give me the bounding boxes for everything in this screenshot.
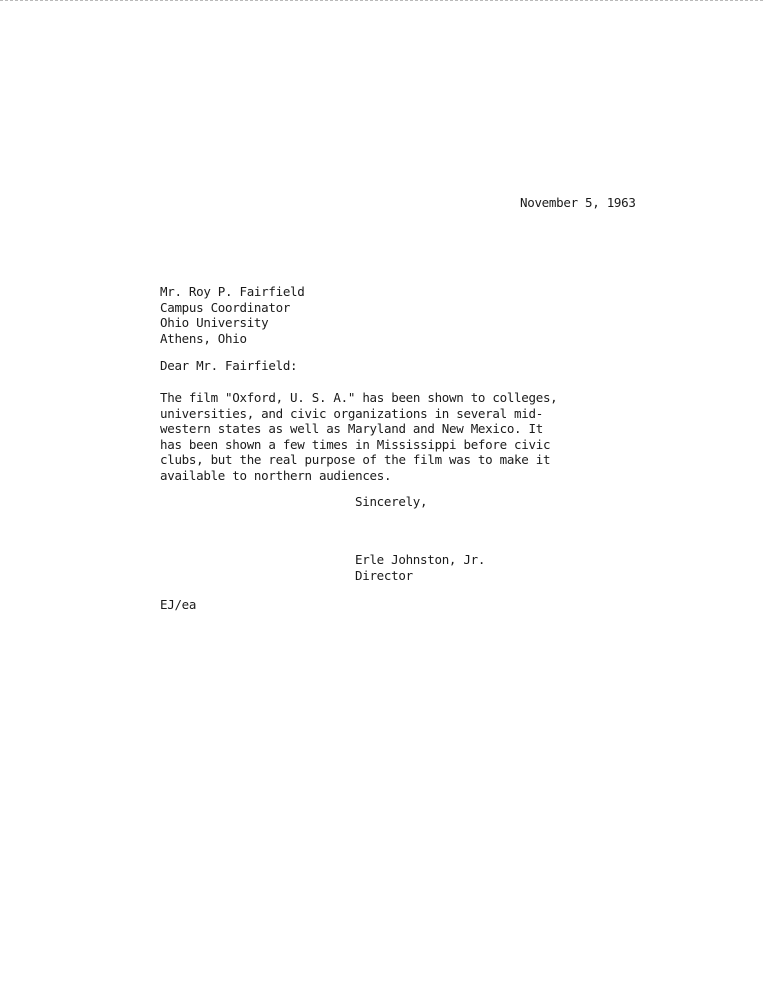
signer-title: Director [355,567,413,583]
recipient-organization: Ohio University [160,315,269,330]
body-line: available to northern audiences. [160,467,392,483]
recipient-title: Campus Coordinator [160,299,291,315]
body-line: western states as well as Maryland and New Mexico. It [160,421,543,436]
salutation: Dear Mr. Fairfield: [160,358,298,373]
recipient-address [160,284,305,346]
body-line: The film "Oxford, U. S. A." has been shown to colleges, [160,390,558,405]
body-line: has been shown a few times in Mississippi before civic [160,436,551,452]
recipient-city: Athens, Ohio [160,330,247,346]
recipient-name: Mr. Roy P. Fairfield [160,284,305,299]
complimentary-close: Sincerely, [355,494,428,509]
signature-block [355,552,485,583]
page-top-border [0,0,763,1]
letter-date: November 5, 1963 [520,195,636,210]
letter-body [160,390,557,483]
reference-initials: EJ/ea [160,597,197,612]
body-line: universities, and civic organizations in several mid- [160,405,543,421]
signer-name: Erle Johnston, Jr. [355,552,486,567]
body-line: clubs, but the real purpose of the film was to make it [160,452,551,467]
